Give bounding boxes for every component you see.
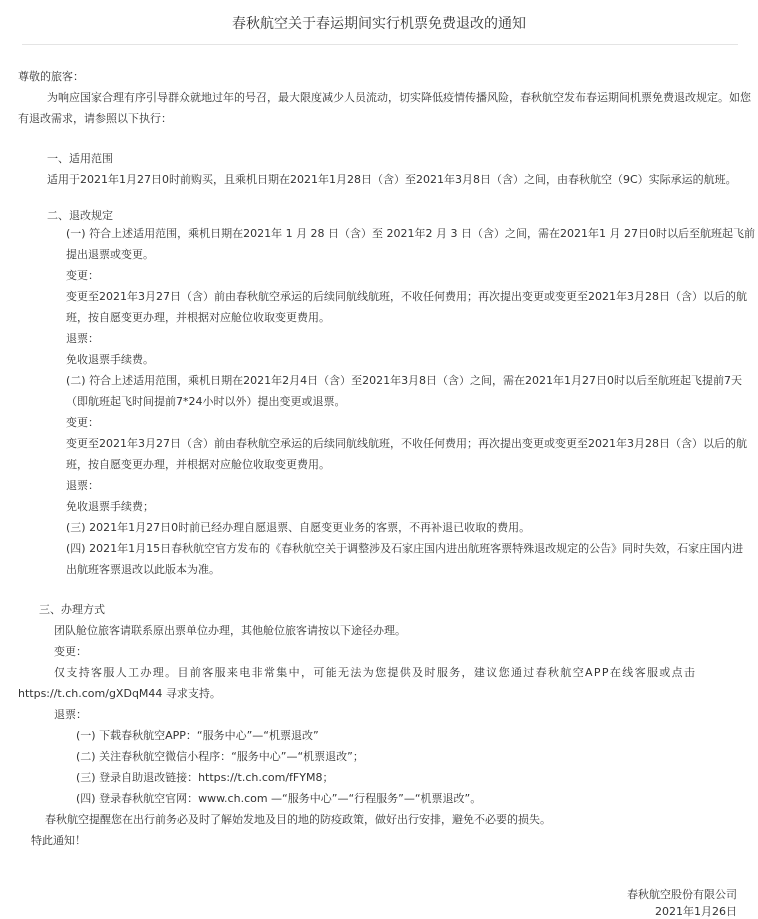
refund-channel-website: (四) 登录春秋航空官网：www.ch.com —“服务中心”—“行程服务”—“机票退改”。 xyxy=(76,792,482,805)
refund-channel-wechat: (二) 关注春秋航空微信小程序：“服务中心”—“机票退改”； xyxy=(76,750,364,763)
group-passenger-text: 团队舱位旅客请联系原出票单位办理，其他舱位旅客请按以下途径办理。 xyxy=(54,624,406,637)
closing-text: 特此通知！ xyxy=(31,834,86,847)
rule-item-4-cont: 出航班客票退改以此版本为准。 xyxy=(66,563,220,576)
signature-company: 春秋航空股份有限公司 xyxy=(627,888,737,901)
greeting: 尊敬的旅客： xyxy=(18,70,84,83)
rule-item-3: (三) 2021年1月27日0时前已经办理自愿退票、自愿变更业务的客票，不再补退已收取的费用。 xyxy=(66,521,531,534)
rule-item-1: (一) 符合上述适用范围，乘机日期在2021年 1 月 28 日（含）至 2021年2 月 3 日（含）之间，需在2021年1 月 27日0时以后至航班起飞前 xyxy=(66,227,756,240)
page-title: 春秋航空关于春运期间实行机票免费退改的通知 xyxy=(232,16,526,32)
rule-item-4: (四) 2021年1月15日春秋航空官方发布的《春秋航空关于调整涉及石家庄国内进出航班客票特殊退改规定的公告》同时失效，石家庄国内进 xyxy=(66,542,744,555)
refund-text: 免收退票手续费； xyxy=(66,500,154,513)
change-text-cont: 班，按自愿变更办理，并根据对应舱位收取变更费用。 xyxy=(66,311,330,324)
change-label: 变更： xyxy=(66,269,99,282)
intro-paragraph: 为响应国家合理有序引导群众就地过年的号召，最大限度减少人员流动，切实降低疫情传播风险，春秋航空发布春运期间机票免费退改规定。如您 xyxy=(47,91,751,104)
change-text-cont: https://t.ch.com/gXDqM44 寻求支持。 xyxy=(18,687,221,700)
title-divider xyxy=(22,44,738,45)
refund-channel-app: (一) 下载春秋航空APP：“服务中心”—“机票退改” xyxy=(76,729,319,742)
rule-item-2: (二) 符合上述适用范围，乘机日期在2021年2月4日（含）至2021年3月8日（含）之间，需在2021年1月27日0时以后至航班起飞提前7天 xyxy=(66,374,743,387)
refund-label: 退票： xyxy=(54,708,87,721)
rule-item-2-cont: （即航班起飞时间提前7*24小时以外）提出变更或退票。 xyxy=(66,395,346,408)
change-label: 变更： xyxy=(54,645,87,658)
change-text: 仅支持客服人工办理。目前客服来电非常集中，可能无法为您提供及时服务，建议您通过春秋航空APP在线客服或点击 xyxy=(54,666,697,679)
refund-label: 退票： xyxy=(66,479,99,492)
change-label: 变更： xyxy=(66,416,99,429)
section-1-text: 适用于2021年1月27日0时前购买，且乘机日期在2021年1月28日（含）至2021年3月8日（含）之间，由春秋航空（9C）实际承运的航班。 xyxy=(47,173,737,186)
change-text: 变更至2021年3月27日（含）前由春秋航空承运的后续同航线航班，不收任何费用；再次提出变更或变更至2021年3月28日（含）以后的航 xyxy=(66,290,747,303)
rule-item-1-cont: 提出退票或变更。 xyxy=(66,248,154,261)
refund-channel-link: (三) 登录自助退改链接：https://t.ch.com/fFYM8； xyxy=(76,771,334,784)
intro-paragraph-cont: 有退改需求，请参照以下执行： xyxy=(18,112,172,125)
section-3-heading: 三、办理方式 xyxy=(39,603,105,616)
change-text: 变更至2021年3月27日（含）前由春秋航空承运的后续同航线航班，不收任何费用；再次提出变更或变更至2021年3月28日（含）以后的航 xyxy=(66,437,747,450)
section-1-heading: 一、适用范围 xyxy=(47,152,113,165)
refund-text: 免收退票手续费。 xyxy=(66,353,154,366)
change-text-cont: 班，按自愿变更办理，并根据对应舱位收取变更费用。 xyxy=(66,458,330,471)
reminder-text: 春秋航空提醒您在出行前务必及时了解始发地及目的地的防疫政策，做好出行安排，避免不必要的损失。 xyxy=(45,813,551,826)
refund-label: 退票： xyxy=(66,332,99,345)
section-2-heading: 二、退改规定 xyxy=(47,209,113,222)
signature-date: 2021年1月26日 xyxy=(655,905,737,918)
